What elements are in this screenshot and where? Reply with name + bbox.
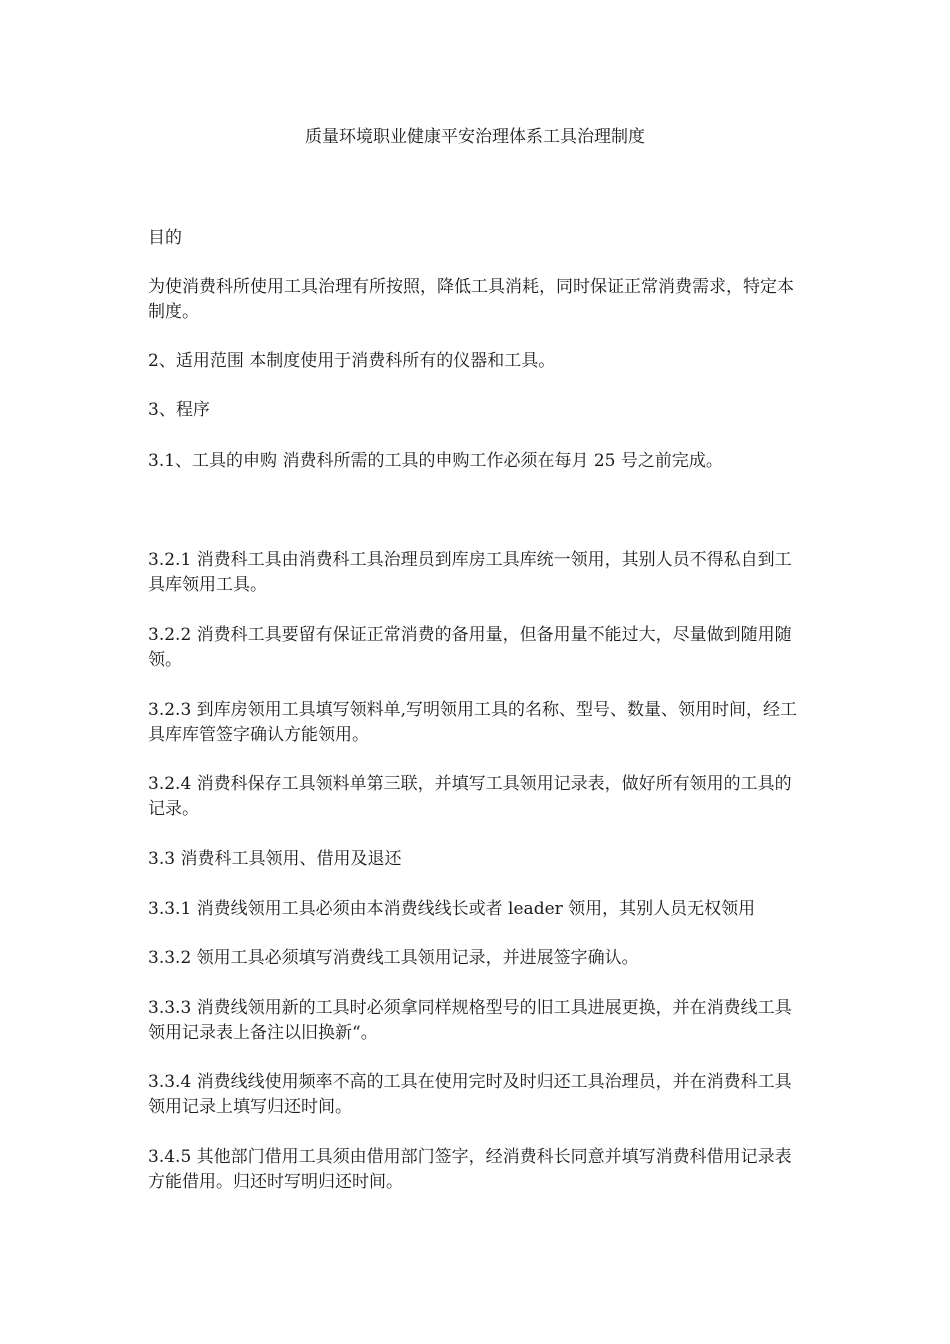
paragraph-purpose-heading: 目的 [148,228,182,248]
paragraph-procedure-heading: 3、程序 [148,400,210,420]
paragraph-3-2-2: 3.2.2 消费科工具要留有保证正常消费的备用量，但备用量不能过大，尽量做到随用随领。 [148,625,792,670]
paragraph-3-3-2: 3.3.2 领用工具必须填写消费线工具领用记录，并进展签字确认。 [148,948,639,968]
paragraph-3-1: 3.1、工具的申购 消费科所需的工具的申购工作必须在每月 25 号之前完成。 [148,451,723,471]
paragraph-3-3-3: 3.3.3 消费线领用新的工具时必须拿同样规格型号的旧工具进展更换，并在消费线工具领用记录表上备注以旧换新“。 [148,998,792,1043]
paragraph-3-3-1: 3.3.1 消费线领用工具必须由本消费线线长或者 leader 领用，其别人员无权领用 [148,899,756,919]
paragraph-scope: 2、适用范围 本制度使用于消费科所有的仪器和工具。 [148,351,556,371]
paragraph-3-3: 3.3 消费科工具领用、借用及退还 [148,849,402,869]
paragraph-3-2-3: 3.2.3 到库房领用工具填写领料单,写明领用工具的名称、型号、数量、领用时间，经工具库库管签字确认方能领用。 [148,700,798,745]
paragraph-purpose-body: 为使消费科所使用工具治理有所按照，降低工具消耗，同时保证正常消费需求，特定本制度。 [148,277,794,322]
paragraph-3-4-5: 3.4.5 其他部门借用工具须由借用部门签字，经消费科长同意并填写消费科借用记录表方能借用。归还时写明归还时间。 [148,1147,792,1192]
paragraph-3-3-4: 3.3.4 消费线线使用频率不高的工具在使用完时及时归还工具治理员，并在消费科工具领用记录上填写归还时间。 [148,1072,792,1117]
document-title: 质量环境职业健康平安治理体系工具治理制度 [305,127,645,147]
paragraph-3-2-1: 3.2.1 消费科工具由消费科工具治理员到库房工具库统一领用，其别人员不得私自到工具库领用工具。 [148,550,792,595]
paragraph-3-2-4: 3.2.4 消费科保存工具领料单第三联，并填写工具领用记录表，做好所有领用的工具的记录。 [148,774,792,819]
